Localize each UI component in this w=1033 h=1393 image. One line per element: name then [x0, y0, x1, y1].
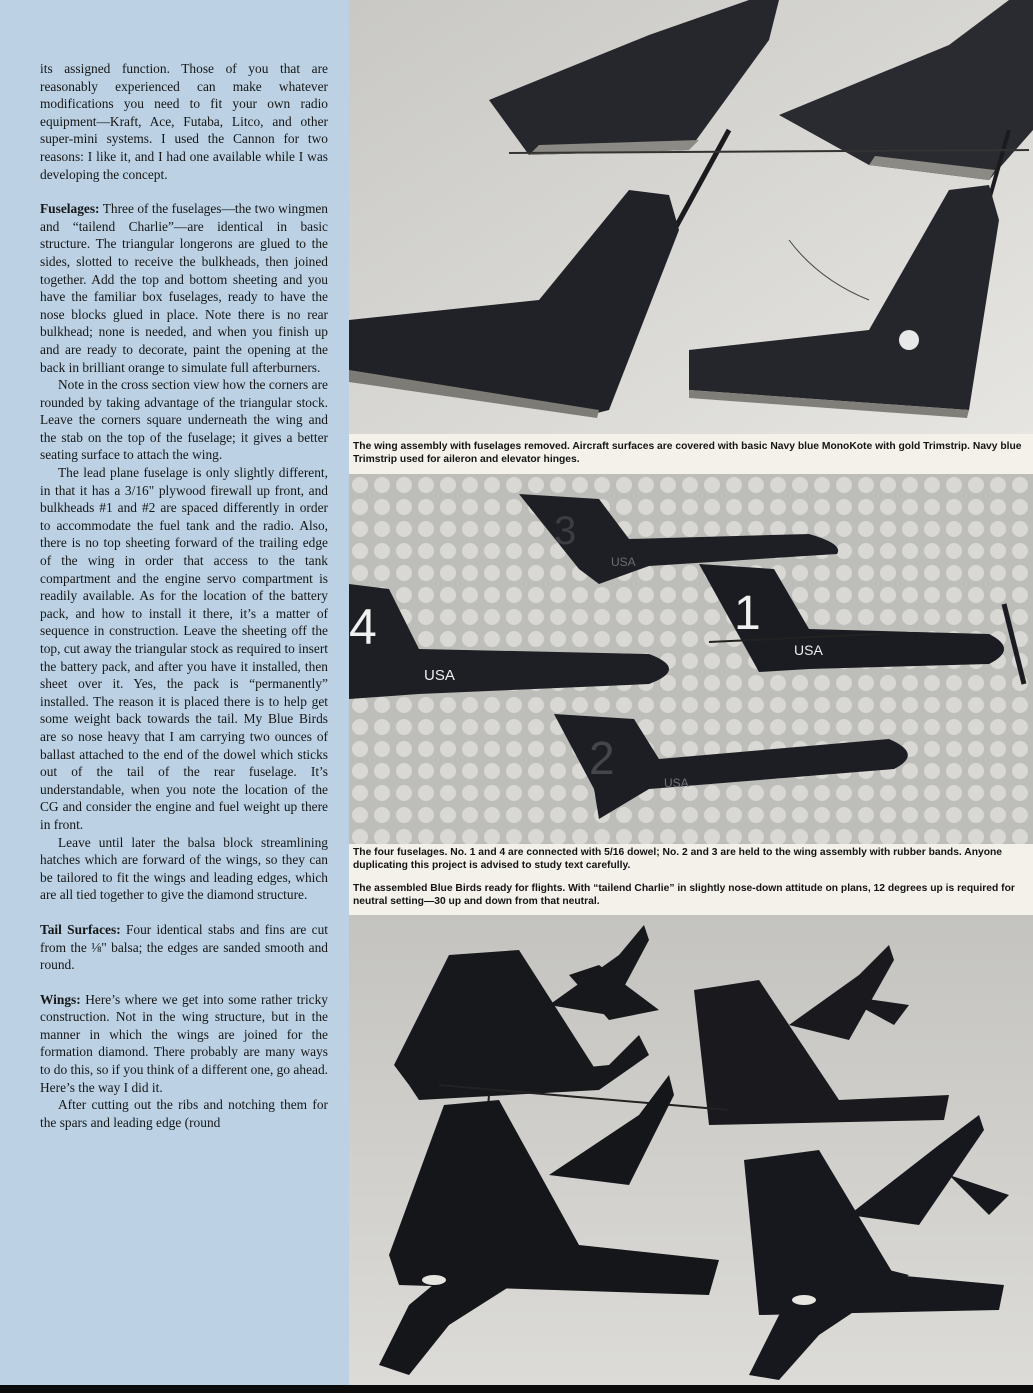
- caption-assembled-blue-birds: The assembled Blue Birds ready for flights. With “tailend Charlie” in slightly nose-down attitude on plans, 12 degrees up is required for neutral setting—30 up and down from that neutral.: [353, 883, 1015, 907]
- fuselage-1-number: 1: [734, 587, 761, 640]
- paragraph-wings: [40, 991, 328, 1097]
- photo-four-fuselages: [349, 474, 1033, 844]
- paragraph-fuselages: [40, 200, 328, 376]
- paragraph-lead-plane: The lead plane fuselage is only slightly different, in that it has a 3/16" plywood firewall up front, and bulkheads #1 and #2 are spaced differently in order to accommodate the fuel tank and the radio. Also, there is no top sheeting forward of the trailing edge of the wing in order that access to the tank compartment and the engine servo compartment is readily available. As for the location of the battery pack, and how to install it there, it’s a matter of sequence in construction. Leave the sheeting off the top, cut away the triangular stock as required to insert the battery pack, and after you have it installed, then sheet over it. Yes, the pack is “permanently” installed. The reason it is placed there is to help get some weight back towards the tail. My Blue Birds are so nose heavy that I am carrying two ounces of ballast attached to the end of the dowel which sticks out of the tail of the rear fuselage. It’s understandable, when you note the location of the CG and consider the engine and fuel weight up there in front.: [40, 465, 328, 832]
- article-body: [40, 60, 328, 1131]
- paragraph-intro: its assigned function. Those of you that are reasonably experienced can make whatever modifications you need to fit your own radio equipment—Kraft, Ace, Futaba, Litco, and other super-mini systems. I used the Cannon for two reasons: I like it, and I had one available while I was developing the concept.: [40, 61, 328, 182]
- fuselage-4-number: 4: [349, 599, 377, 655]
- heading-fuselages: Fuselages:: [40, 201, 100, 217]
- fuselage-4-usa: USA: [424, 667, 455, 684]
- photo-assembled-blue-birds: [349, 915, 1033, 1385]
- page-bottom-border: [0, 1385, 1033, 1393]
- fuselage-2-number: 2: [589, 732, 615, 784]
- wing-assembly-illustration: [349, 0, 1033, 434]
- fuselages-illustration: [349, 474, 1033, 844]
- fuselage-1-usa: USA: [794, 642, 823, 658]
- formation-illustration: [349, 915, 1033, 1385]
- paragraph-tail-text: Four identical stabs and fins are cut from the ⅛" balsa; the edges are sanded smooth and round.: [40, 921, 328, 973]
- photo-wing-assembly: [349, 0, 1033, 434]
- heading-wings: Wings:: [40, 991, 81, 1007]
- paragraph-hatches: Leave until later the balsa block streamlining hatches which are forward of the wings, so they can be tailored to fit the wings and leading edges, which are all tied together to give the diamond structure.: [40, 834, 328, 903]
- caption-four-fuselages: The four fuselages. No. 1 and 4 are connected with 5/16 dowel; No. 2 and 3 are held to the wing assembly with rubber bands. Anyone duplicating this project is advised to study text carefully.: [353, 847, 1003, 871]
- fuselage-2-usa: USA: [664, 776, 689, 790]
- caption-wing-assembly: The wing assembly with fuselages removed. Aircraft surfaces are covered with basic Navy blue MonoKote with gold Trimstrip. Navy blue Trimstrip used for aileron and elevator hinges.: [353, 441, 1022, 465]
- paragraph-wings-text: Here’s where we get into some rather tricky construction. Not in the wing structure, but in the manner in which the wings are joined for the formation diamond. There probably are many ways to do this, so if you think of a different one, go ahead. Here’s the way I did it.: [40, 991, 328, 1095]
- fuselage-3-number: 3: [554, 509, 577, 553]
- paragraph-cross-section: Note in the cross section view how the corners are rounded by taking advantage of the triangular stock. Leave the corners square underneath the wing and the stab on the top of the fuselage; it gives a better seating surface to attach the wing.: [40, 377, 328, 463]
- text-column: [0, 0, 349, 1385]
- heading-tail-surfaces: Tail Surfaces:: [40, 921, 121, 937]
- fuselage-3-usa: USA: [611, 555, 636, 569]
- paragraph-fuselages-text: Three of the fuselages—the two wingmen and “tailend Charlie”—are identical in basic structure. The triangular longerons are glued to the sides, slotted to receive the bulkheads, then joined together. Add the top and bottom sheeting and you have the familiar box fuselages, ready to have the nose blocks glued in place. Note there is no rear bulkhead; none is needed, and when you finish up and are ready to decorate, paint the opening at the back in brilliant orange to simulate full afterburners.: [40, 201, 328, 375]
- paragraph-tail-surfaces: [40, 921, 328, 974]
- paragraph-ribs: After cutting out the ribs and notching them for the spars and leading edge (round: [40, 1097, 328, 1130]
